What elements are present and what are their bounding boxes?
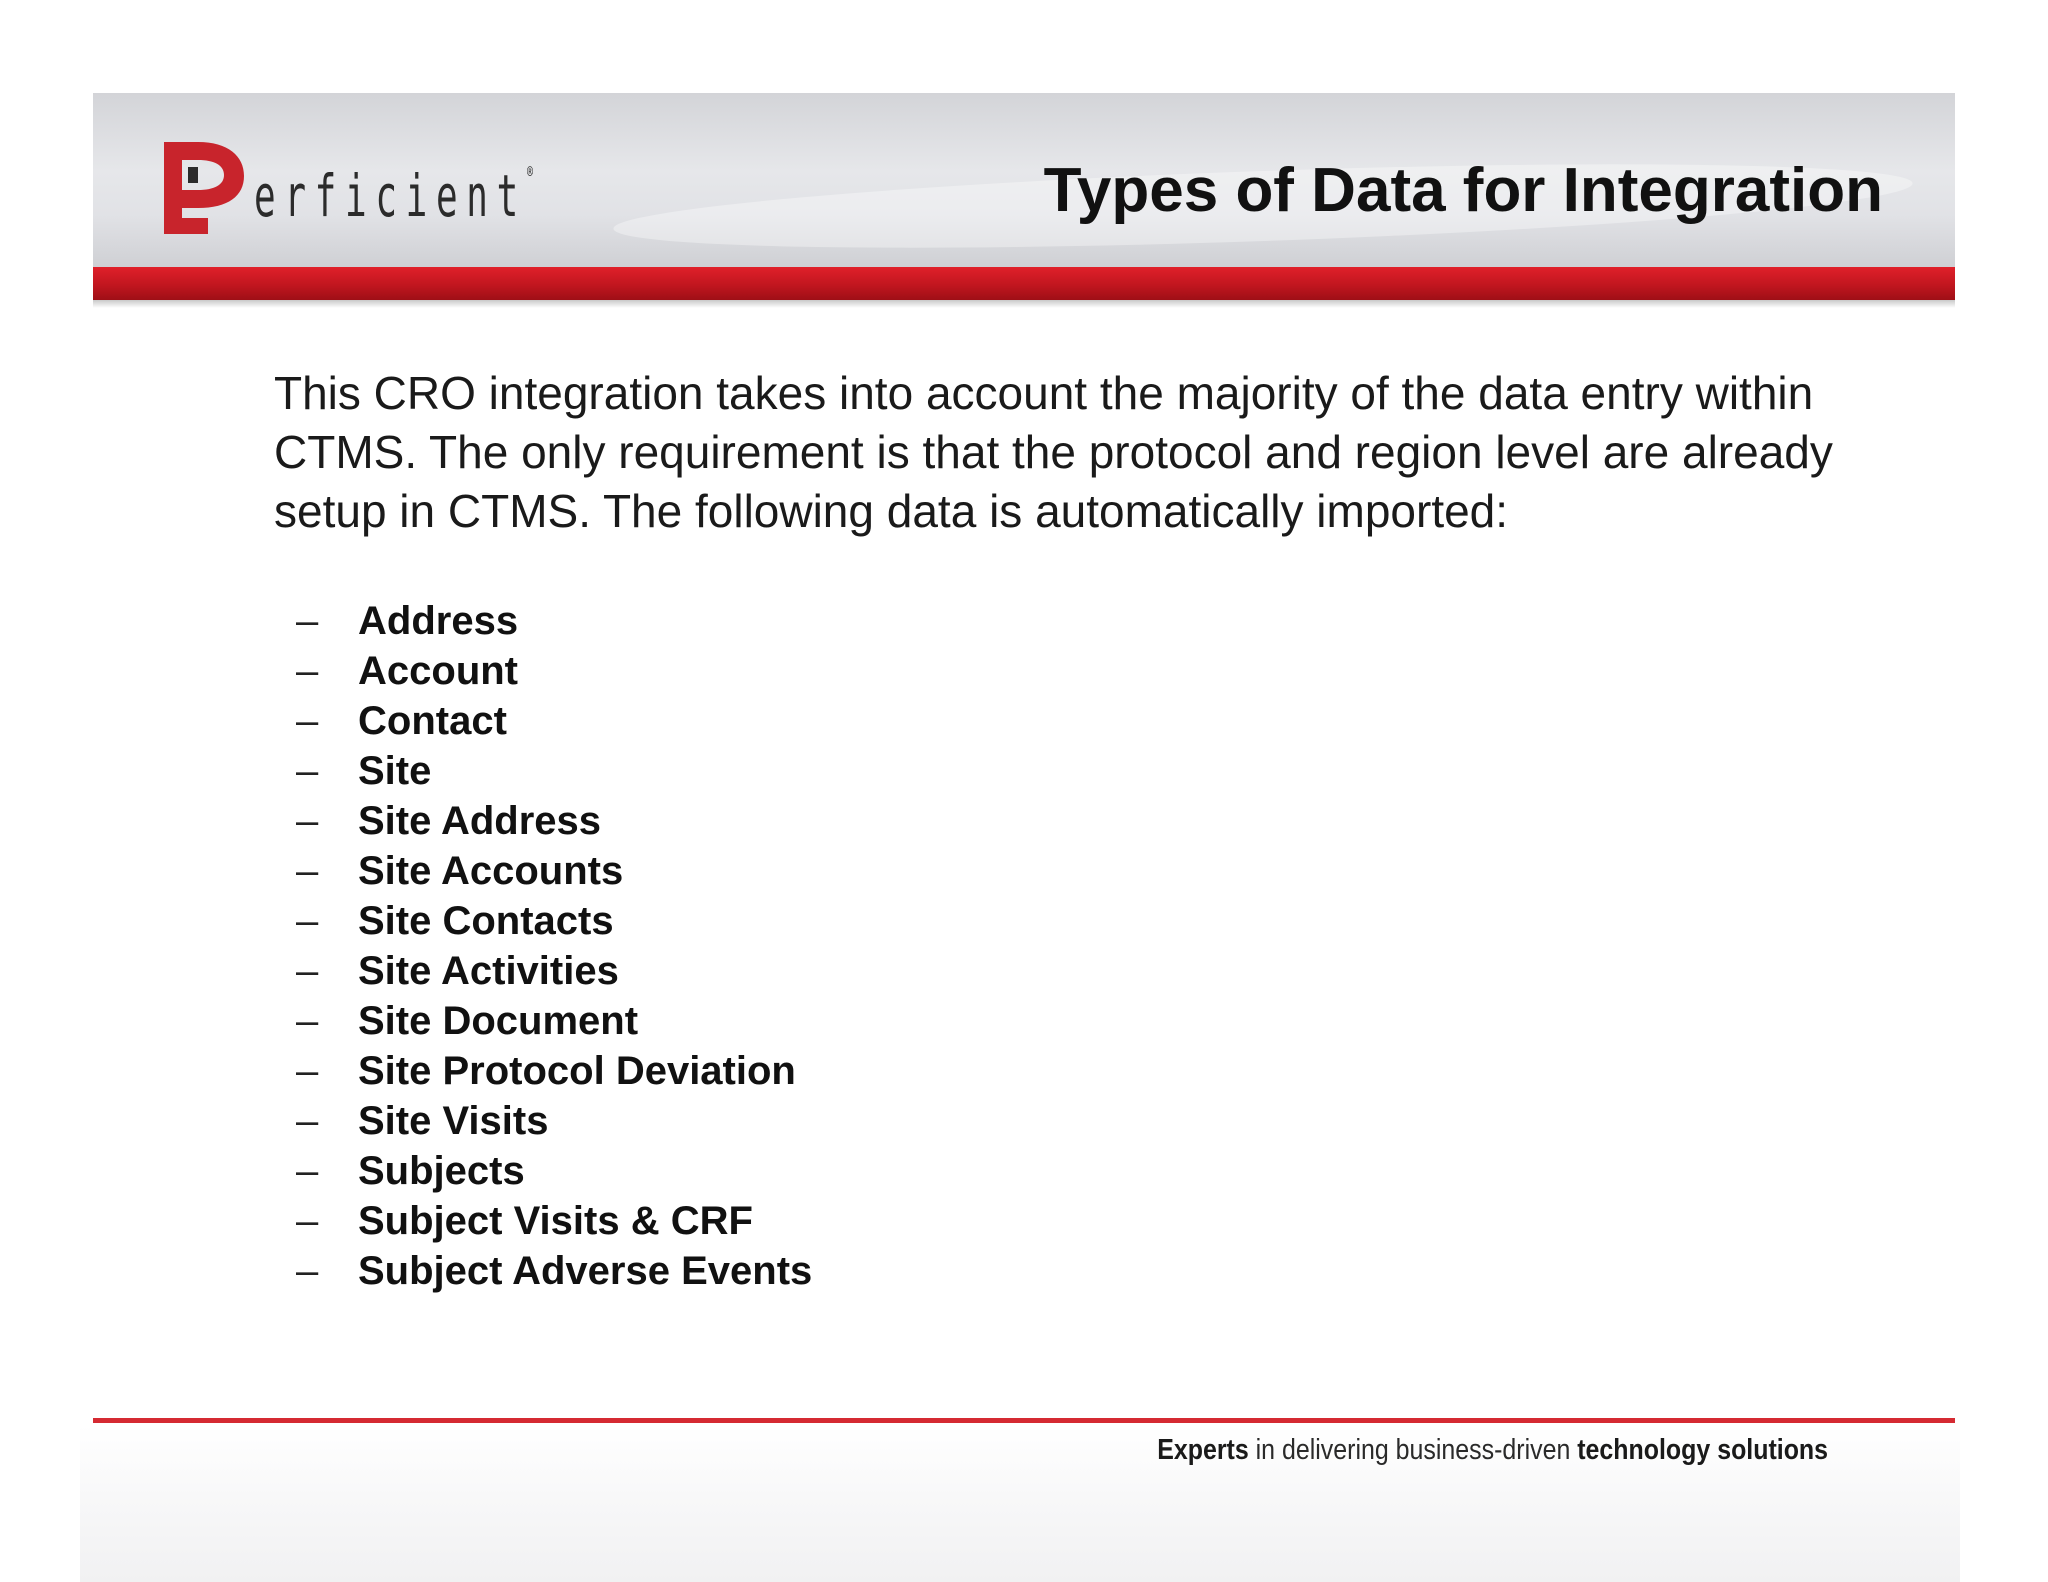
list-item-label: Site Protocol Deviation [358, 1049, 796, 1093]
list-item-label: Address [358, 599, 519, 643]
list-item-label: Site Contacts [358, 899, 614, 943]
list-dash: – [296, 1249, 319, 1293]
footer-red-line [93, 1418, 1955, 1423]
list-item [296, 1196, 812, 1246]
header-band-shadow [93, 300, 1955, 308]
logo-wordmark-text: erficient [254, 162, 527, 230]
page-title: Types of Data for Integration [1043, 156, 1883, 225]
list-item-label: Site Address [358, 799, 602, 843]
tagline-solutions: technology solutions [1577, 1434, 1828, 1466]
list-dash: – [296, 649, 319, 693]
perficient-logo-wordmark [254, 162, 533, 230]
list-dash: – [296, 699, 319, 743]
list-item [296, 646, 812, 696]
list-dash: – [296, 1199, 319, 1243]
list-item [296, 746, 812, 796]
list-item-label: Account [358, 649, 518, 693]
list-item-label: Site [358, 749, 432, 793]
list-item-label: Subject Adverse Events [358, 1249, 813, 1293]
list-dash: – [296, 849, 319, 893]
list-dash: – [296, 749, 319, 793]
imported-data-list [296, 596, 812, 1296]
list-item-label: Subject Visits & CRF [358, 1199, 753, 1243]
list-item-label: Subjects [358, 1149, 525, 1193]
list-item [296, 846, 812, 896]
tagline-middle: in delivering business-driven [1248, 1434, 1578, 1466]
list-item-label: Site Visits [358, 1099, 549, 1143]
list-dash: – [296, 1099, 319, 1143]
list-item [296, 696, 812, 746]
tagline-experts: Experts [1157, 1434, 1249, 1466]
list-item [296, 596, 812, 646]
list-dash: – [296, 1049, 319, 1093]
list-item-label: Site Accounts [358, 849, 624, 893]
header-red-band [93, 267, 1955, 300]
list-item [296, 1246, 812, 1296]
list-item [296, 996, 812, 1046]
list-item [296, 796, 812, 846]
list-dash: – [296, 599, 319, 643]
list-item [296, 896, 812, 946]
intro-paragraph: This CRO integration takes into account the majority of the data entry within CTMS. The only requirement is that the protocol and region level are already setup in CTMS. The following data is automatically imported: [274, 367, 1833, 537]
perficient-logo-mark-icon [158, 138, 250, 238]
footer-tagline [1157, 1434, 1828, 1467]
list-item [296, 1146, 812, 1196]
list-dash: – [296, 899, 319, 943]
list-item-label: Site Activities [358, 949, 619, 993]
list-item [296, 1096, 812, 1146]
list-dash: – [296, 799, 319, 843]
list-item-label: Contact [358, 699, 507, 743]
logo-registered-mark: ® [526, 162, 533, 181]
list-item [296, 1046, 812, 1096]
list-item [296, 946, 812, 996]
list-dash: – [296, 949, 319, 993]
list-dash: – [296, 1149, 319, 1193]
list-dash: – [296, 999, 319, 1043]
list-item-label: Site Document [358, 999, 639, 1043]
perficient-logo [158, 138, 578, 238]
